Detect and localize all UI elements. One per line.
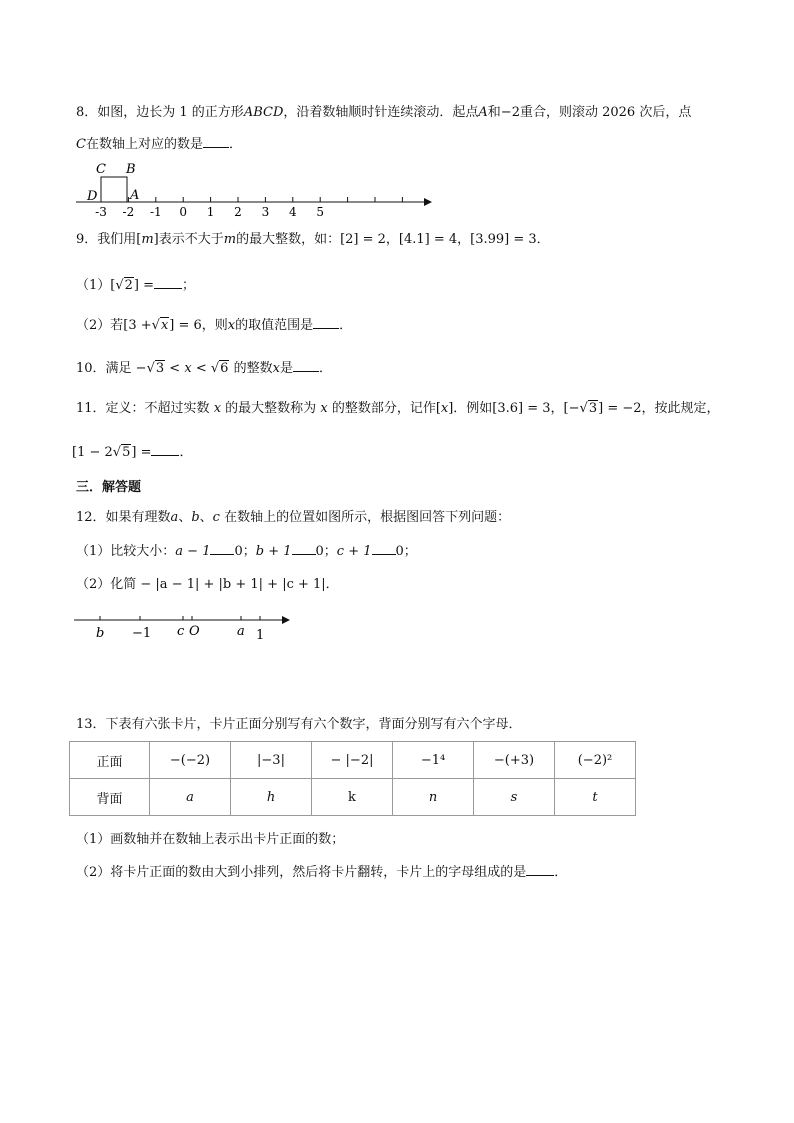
q12-number-line xyxy=(70,606,300,646)
q8-neg2: −2 xyxy=(500,105,520,120)
answer-blank[interactable] xyxy=(210,542,234,555)
q9-text: （2）若[3 + xyxy=(76,318,152,333)
q9-var-x: x xyxy=(227,318,236,333)
q10-text: 的整数 xyxy=(233,361,273,376)
q12-var-a: a xyxy=(170,510,179,525)
q8-var-a: A xyxy=(478,105,488,120)
front-cell: (−2)² xyxy=(555,742,636,779)
q8-var-abcd: ABCD xyxy=(243,105,284,120)
q9-stem xyxy=(76,232,550,248)
back-cell: a xyxy=(150,779,231,816)
q11-text: 的最大整数称为 xyxy=(225,401,317,416)
q13-text: （2）将卡片正面的数由大到小排列，然后将卡片翻转，卡片上的字母组成的是 xyxy=(76,865,527,880)
tick-label: -3 xyxy=(95,205,107,219)
q11-line1: 11．定义：不超过实数 x 的最大整数称为 x 的整数部分，记作[x]．例如[3.6] = 3，[−√3] = −2，按此规定， xyxy=(76,401,720,416)
q9-text: 的最大整数，如：[2] = 2，[4.1] = 4，[3.99] = 3． xyxy=(236,232,550,247)
tick-label: -2 xyxy=(122,205,135,219)
back-cell: k xyxy=(312,779,393,816)
front-cell: −1⁴ xyxy=(393,742,474,779)
back-cell: s xyxy=(474,779,555,816)
sqrt-radicand: 5 xyxy=(122,445,131,460)
q10-text: < xyxy=(195,361,207,376)
q12-text: 、 xyxy=(178,510,192,525)
q9-part2: （2）若[3 +√x] = 6，则x的取值范围是 ． xyxy=(76,318,353,333)
label-o: O xyxy=(189,624,200,639)
q12-expr: a − 1 xyxy=(175,544,211,559)
q11-var-x: x xyxy=(213,401,222,416)
q11-text: 的整数部分，记作[ xyxy=(331,401,441,416)
tick-label: 3 xyxy=(261,205,270,219)
q9-text: ． xyxy=(339,318,353,333)
section-heading: 三．解答题 xyxy=(76,480,142,495)
tick-label: 4 xyxy=(288,205,297,219)
q9-text: ] = 6，则 xyxy=(169,318,228,333)
q12-expr: c + 1 xyxy=(336,544,372,559)
q8-line2 xyxy=(76,135,242,153)
answer-blank[interactable] xyxy=(292,542,316,555)
tick-label: -1 xyxy=(149,205,162,219)
q12-text: （1）比较大小： xyxy=(76,544,176,559)
q11-text: ] = xyxy=(131,445,152,460)
label-a: A xyxy=(130,188,140,203)
answer-blank[interactable] xyxy=(293,359,319,372)
answer-blank[interactable] xyxy=(372,542,396,555)
q9-text: 的取值范围是 xyxy=(235,318,314,333)
q9-text: （1）[ xyxy=(76,278,116,293)
q12-var-b: b xyxy=(191,510,200,525)
tick-group xyxy=(95,197,402,219)
axis-arrow xyxy=(282,616,290,624)
label-c: c xyxy=(177,624,185,639)
sqrt-radicand: 6 xyxy=(220,361,229,376)
q11-text: ]．例如[3.6] = 3，[− xyxy=(448,401,580,416)
q10-text: 是 xyxy=(279,361,293,376)
axis-arrow xyxy=(424,198,432,206)
label-b: B xyxy=(126,162,136,177)
q12-text: 0； xyxy=(315,544,337,559)
q13-stem: 13．下表有六张卡片，卡片正面分别写有六个数字，背面分别写有六个字母． xyxy=(76,717,522,732)
q11-line2: [1 − 2√5] = ． xyxy=(72,445,193,460)
back-cell: h xyxy=(231,779,312,816)
q8-text: 和 xyxy=(487,105,501,120)
front-cell: −(+3) xyxy=(474,742,555,779)
tick-label: 0 xyxy=(179,205,188,219)
q9-text: ； xyxy=(182,278,196,293)
q11-text: ． xyxy=(179,445,193,460)
q11-text: [1 − 2 xyxy=(72,445,113,460)
q13-part1: （1）画数轴并在数轴上表示出卡片正面的数； xyxy=(76,832,345,847)
q10: 10．满足 −√3 < x < √6 的整数x是 ． xyxy=(76,361,332,376)
q8-line1 xyxy=(76,105,691,121)
q9-text: ] = xyxy=(133,278,155,293)
q8-number-line xyxy=(70,158,440,222)
label-a: a xyxy=(237,624,245,639)
q12-stem xyxy=(76,510,510,526)
q13-part2 xyxy=(76,863,567,881)
front-cell: −(−2) xyxy=(150,742,231,779)
front-label: 正面 xyxy=(70,742,150,779)
q11-text: 11．定义：不超过实数 xyxy=(76,401,210,416)
label-c: C xyxy=(96,162,106,177)
q8-var-c: C xyxy=(76,137,86,152)
q13-text: ． xyxy=(554,865,568,880)
q12-text: 在数轴上的位置如图所示，根据图回答下列问题： xyxy=(224,510,511,525)
q11-var-x: x xyxy=(440,401,449,416)
q8-text: 重合，则滚动 2026 次后，点 xyxy=(519,105,692,120)
label-neg1: −1 xyxy=(132,626,152,641)
table-row-front xyxy=(70,742,636,779)
answer-blank[interactable] xyxy=(151,443,179,456)
q10-text: 10．满足 − xyxy=(76,361,147,376)
q12-text: 12．如果有理数 xyxy=(76,510,171,525)
back-cell: n xyxy=(393,779,474,816)
front-cell: − |−2| xyxy=(312,742,393,779)
q9-text: 9．我们用[ xyxy=(76,232,142,247)
answer-blank[interactable] xyxy=(526,863,554,876)
front-cell: |−3| xyxy=(231,742,312,779)
back-cell: t xyxy=(555,779,636,816)
q8-text: ，沿着数轴顺时针连续滚动．起点 xyxy=(283,105,479,120)
sqrt-radicand: x xyxy=(160,318,169,333)
sqrt-radicand: 3 xyxy=(155,361,165,376)
q12-text: 、 xyxy=(199,510,213,525)
q8-text: 在数轴上对应的数是 xyxy=(85,137,203,152)
square-abcd xyxy=(101,177,127,202)
answer-blank[interactable] xyxy=(313,316,339,329)
q12-text: 0； xyxy=(395,544,417,559)
answer-blank[interactable] xyxy=(154,276,182,289)
sqrt-radicand: 3 xyxy=(588,401,598,416)
q12-expr: b + 1 xyxy=(255,544,292,559)
answer-blank[interactable] xyxy=(203,135,229,148)
label-b: b xyxy=(96,626,105,641)
tick-label: 5 xyxy=(316,205,325,219)
q10-text: < xyxy=(169,361,181,376)
q10-text: ． xyxy=(318,361,332,376)
q9-var-m: m xyxy=(141,232,154,247)
q8-text: ． xyxy=(228,137,242,152)
tick-label: 1 xyxy=(206,205,215,219)
q12-text: 0； xyxy=(234,544,256,559)
q11-var-x: x xyxy=(320,401,328,416)
q9-part1: （1）[√2] = ； xyxy=(76,278,196,293)
sqrt-radicand: 2 xyxy=(124,278,133,293)
q8-text: 8．如图，边长为 1 的正方形 xyxy=(76,105,244,120)
back-label: 背面 xyxy=(70,779,150,816)
q10-var-x: x xyxy=(272,361,280,376)
q12-var-c: c xyxy=(212,510,220,525)
q12-part2: （2）化简 − |a − 1| + |b + 1| + |c + 1|． xyxy=(76,577,339,592)
tick-label: 2 xyxy=(234,205,242,219)
label-one: 1 xyxy=(256,628,265,643)
table-row-back xyxy=(70,779,636,816)
label-d: D xyxy=(87,189,98,204)
q10-var-x: x xyxy=(184,361,192,376)
q9-var-m: m xyxy=(223,232,237,247)
q12-part1 xyxy=(76,542,417,560)
q9-text: ]表示不大于 xyxy=(153,232,224,247)
q11-text: ] = −2，按此规定， xyxy=(598,401,720,416)
cards-table xyxy=(69,741,636,816)
